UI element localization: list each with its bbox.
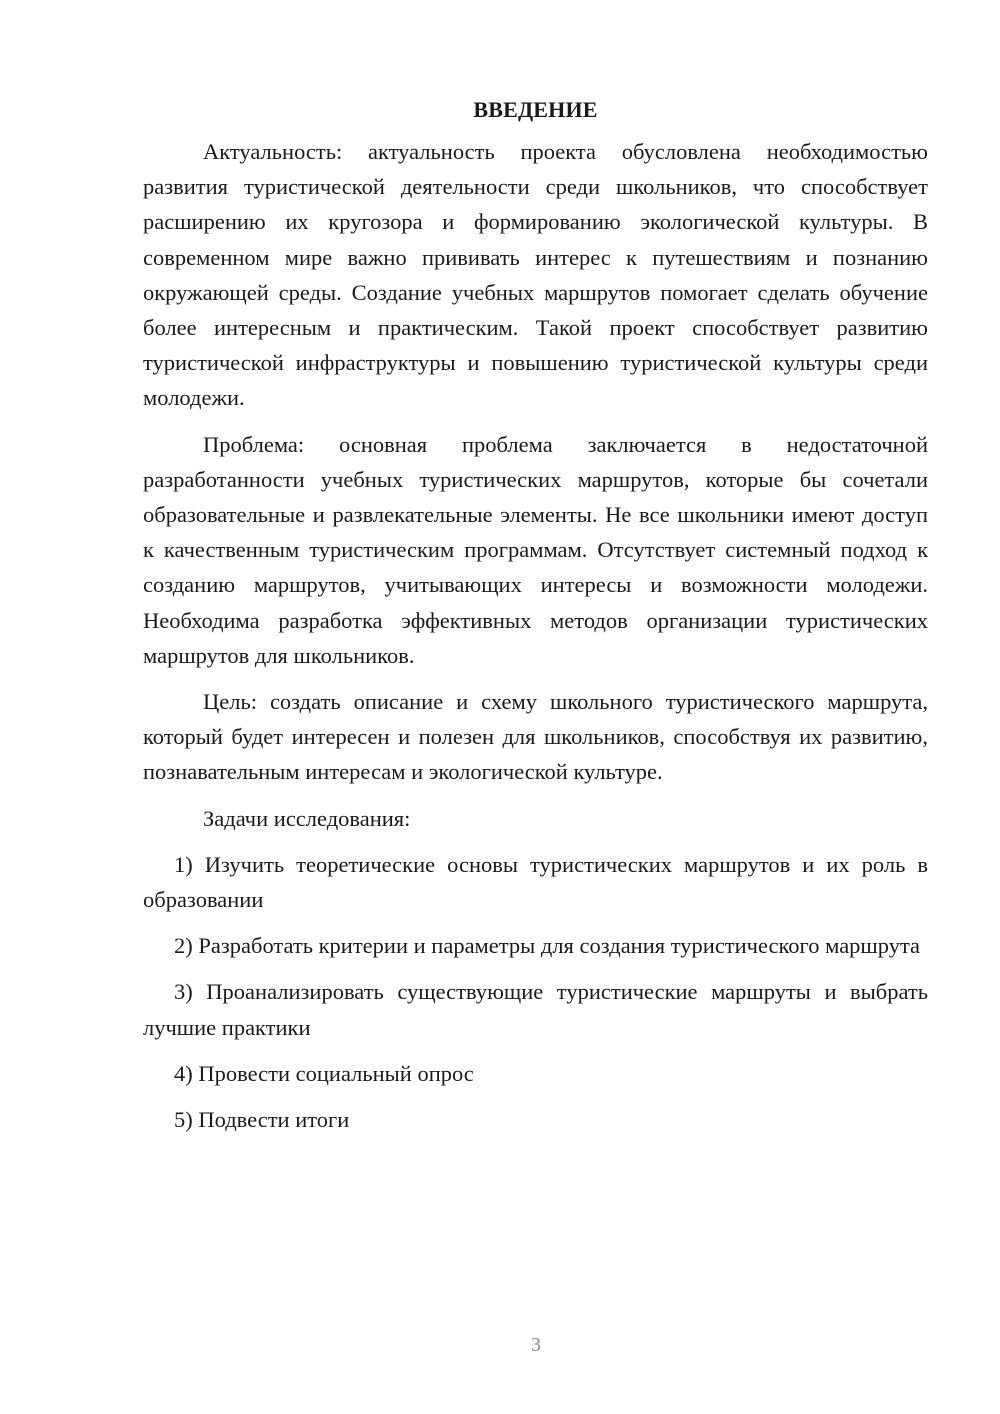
- task-item-3: 3) Проанализировать существующие туристические маршруты и выбрать лучшие практики: [143, 979, 928, 1040]
- task-item-2: 2) Разработать критерии и параметры для создания туристического маршрута: [174, 933, 921, 959]
- task-item-4: 4) Провести социальный опрос: [174, 1060, 474, 1086]
- section-heading: ВВЕДЕНИЕ: [473, 97, 598, 122]
- task-item-1: 1) Изучить теоретические основы туристических маршрутов и их роль в образовании: [143, 851, 928, 913]
- tasks-title: Задачи исследования:: [203, 805, 411, 831]
- document-page: [143, 94, 928, 1148]
- relevance-paragraph: Актуальность: актуальность проекта обусловлена необходимостью развития туристической деятельности среди школьников, что способствует расширению их кругозора и формированию экологической культуры. В современном мире важно прививать интерес к путешествиям и познанию окружающей среды. Создание учебных маршрутов помогает сделать обучение более интересным и практическим. Такой проект способствует развитию туристической инфраструктуры и повышению туристической культуры среди молодежи.: [143, 139, 928, 411]
- problem-paragraph: Проблема: основная проблема заключается в недостаточной разработанности учебных туристических маршрутов, которые бы сочетали образовательные и развлекательные элементы. Не все школьники имеют доступ к качественным туристическим программам. Отсутствует системный подход к созданию маршрутов, учитывающих интересы и возможности молодежи. Необходима разработка эффективных методов организации туристических маршрутов для школьников.: [143, 431, 928, 668]
- task-item-5: 5) Подвести итоги: [174, 1107, 350, 1133]
- goal-paragraph: Цель: создать описание и схему школьного туристического маршрута, который будет интересен и полезен для школьников, способствуя их развитию, познавательным интересам и экологической культуре.: [143, 689, 928, 785]
- page-number: 3: [531, 1334, 541, 1356]
